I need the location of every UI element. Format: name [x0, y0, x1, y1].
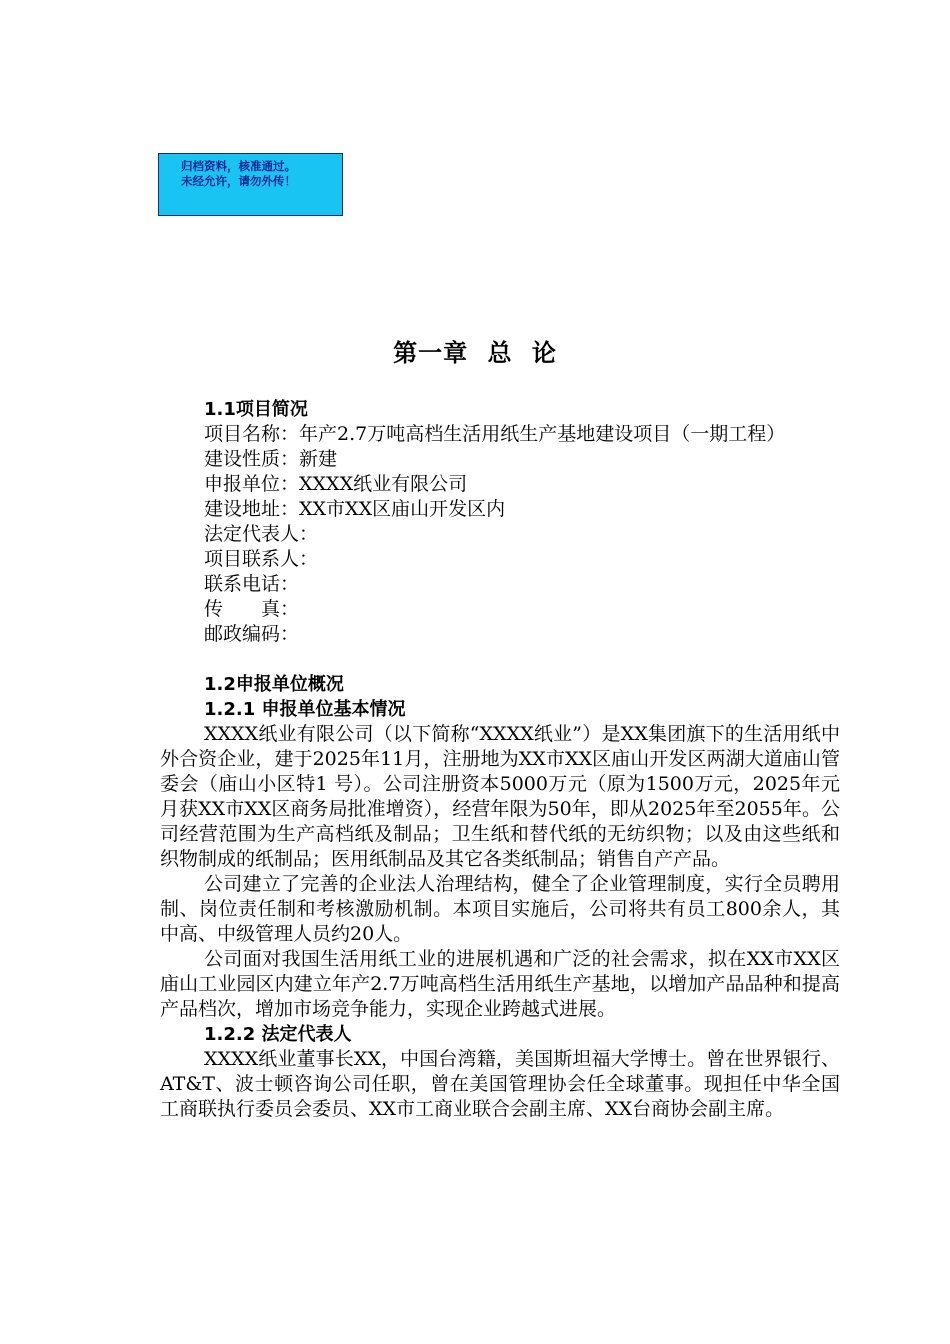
- paragraph: XXXX纸业董事长XX，中国台湾籍，美国斯坦福大学博士。曾在世界银行、AT&T、波士顿咨询公司任职，曾在美国管理协会任全球董事。现担任中华全国工商联执行委员会委员、XX市工商业联合会副主席、XX台商协会副主席。: [160, 1048, 840, 1120]
- section-heading-1-2-2: 1.2.2 法定代表人: [204, 1024, 352, 1045]
- section-heading-1-2: 1.2申报单位概况: [204, 674, 344, 695]
- field-address: 建设地址：XX市XX区庙山开发区内: [204, 498, 506, 520]
- section-heading-1-1: 1.1项目简况: [204, 399, 308, 420]
- field-contact: 项目联系人：: [204, 548, 319, 570]
- field-postcode: 邮政编码：: [204, 623, 300, 645]
- archive-stamp: [158, 153, 343, 216]
- chapter-title: 第一章 总 论: [393, 339, 557, 367]
- paragraph: 公司建立了完善的企业法人治理结构，健全了企业管理制度，实行全员聘用制、岗位责任制和考核激励机制。本项目实施后，公司将共有员工800余人，其中高、中级管理人员约20人。: [160, 873, 840, 945]
- stamp-line-2: 未经允许，请勿外传！: [181, 174, 296, 188]
- paragraph: XXXX纸业有限公司（以下简称“XXXX纸业”）是XX集团旗下的生活用纸中外合资企业，建于2025年11月，注册地为XX市XX区庙山开发区两湖大道庙山管委会（庙山小区特1 号）。公司注册资本5000万元（原为1500万元，2025年元月获XX市XX区商务局批准增资），经营年限为50年，即从2025年至2055年。公司经营范围为生产高档纸及制品；卫生纸和替代纸的无纺织物；以及由这些纸和织物制成的纸制品；医用纸制品及其它各类纸制品；销售自产产品。: [160, 723, 840, 870]
- paragraph: 公司面对我国生活用纸工业的进展机遇和广泛的社会需求，拟在XX市XX区庙山工业园区内建立年产2.7万吨高档生活用纸生产基地，以增加产品品种和提高产品档次，增加市场竞争能力，实现企业跨越式进展。: [160, 948, 840, 1020]
- field-applicant: 申报单位：XXXX纸业有限公司: [204, 473, 468, 495]
- stamp-line-1: 归档资料，核准通过。: [181, 159, 296, 173]
- field-project-name: 项目名称：年产2.7万吨高档生活用纸生产基地建设项目（一期工程）: [204, 423, 786, 445]
- field-legal-rep: 法定代表人：: [204, 523, 319, 545]
- field-phone: 联系电话：: [204, 573, 300, 595]
- section-heading-1-2-1: 1.2.1 申报单位基本情况: [204, 699, 406, 720]
- field-fax: 传 真：: [204, 598, 300, 620]
- document-body: [160, 397, 840, 1122]
- field-nature: 建设性质：新建: [204, 448, 338, 470]
